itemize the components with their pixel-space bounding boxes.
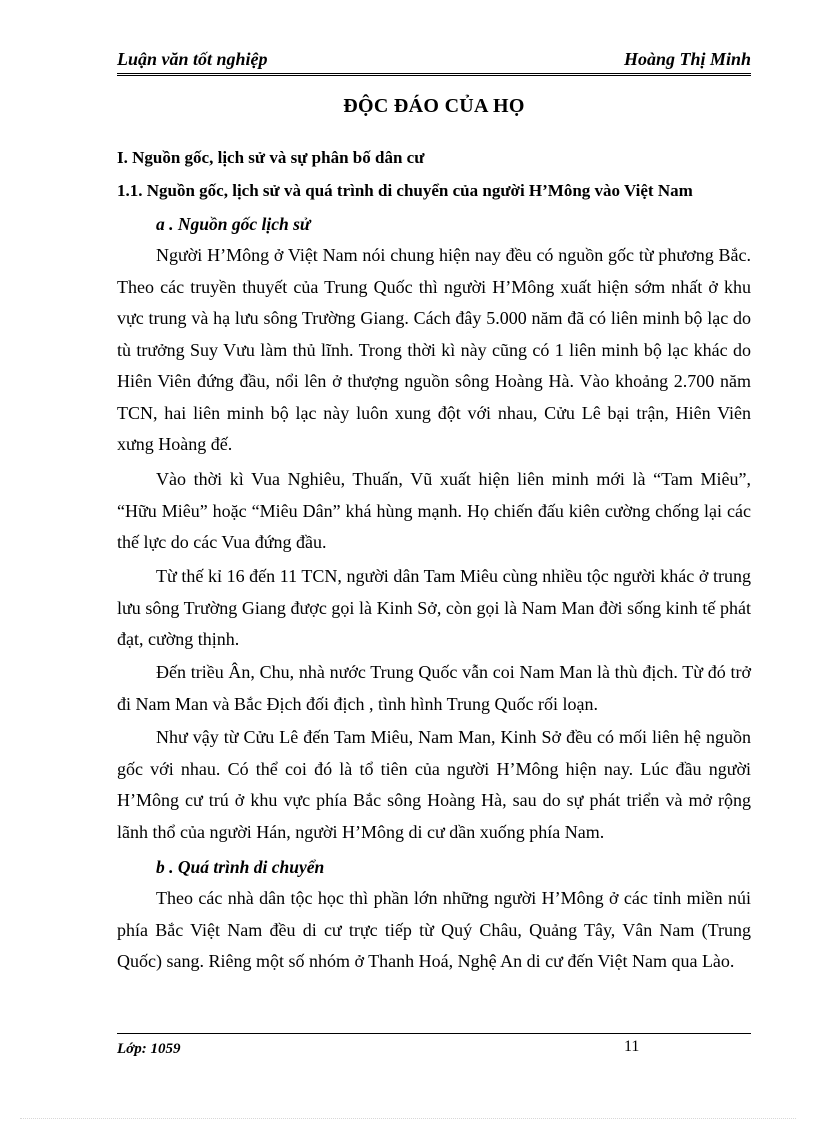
paragraph-a-2: Vào thời kì Vua Nghiêu, Thuấn, Vũ xuất hiện liên minh mới là “Tam Miêu”, “Hữu Miêu” hoặc “Miêu Dân” khá hùng mạnh. Họ chiến đấu kiên cường chống lại các thế lực do các Vua đứng đầu. xyxy=(117,469,751,552)
page-title: ĐỘC ĐÁO CỦA HỌ xyxy=(343,95,525,117)
footer-divider xyxy=(117,1033,751,1034)
paragraph-a-1: Người H’Mông ở Việt Nam nói chung hiện nay đều có nguồn gốc từ phương Bắc. Theo các truyền thuyết của Trung Quốc thì người H’Mông xuất hiện sớm nhất ở khu vực trung và hạ lưu sông Trường Giang. Cách đây 5.000 năm đã có liên minh bộ lạc do tù trưởng Suy Vưu làm thủ lĩnh. Trong thời kì này cũng có 1 liên minh bộ lạc khác do Hiên Viên đứng đầu, nổi lên ở thượng nguồn sông Hoàng Hà. Vào khoảng 2.700 năm TCN, hai liên minh bộ lạc này luôn xung đột với nhau, Cửu Lê bại trận, Hiên Viên xưng Hoàng đế. xyxy=(117,245,751,454)
footer-class-label: Lớp: 1059 xyxy=(117,1041,181,1057)
paragraph-b-1: Theo các nhà dân tộc học thì phần lớn những người H’Mông ở các tỉnh miền núi phía Bắc Việt Nam đều di cư trực tiếp từ Quý Châu, Quảng Tây, Vân Nam (Trung Quốc) sang. Riêng một số nhóm ở Thanh Hoá, Nghệ An di cư đến Việt Nam qua Lào. xyxy=(117,888,751,971)
section-heading-1: I. Nguồn gốc, lịch sử và sự phân bố dân cư xyxy=(117,148,425,167)
header-author-name: Hoàng Thị Minh xyxy=(623,49,751,69)
paragraph-a-3: Từ thế kỉ 16 đến 11 TCN, người dân Tam Miêu cùng nhiều tộc người khác ở trung lưu sông Trường Giang được gọi là Kinh Sở, còn gọi là Nam Man đời sống kinh tế phát đạt, cường thịnh. xyxy=(117,566,751,649)
paragraph-a-5: Như vậy từ Cửu Lê đến Tam Miêu, Nam Man, Kinh Sở đều có mối liên hệ nguồn gốc với nhau. Có thể coi đó là tổ tiên của người H’Mông hiện nay. Lúc đầu người H’Mông cư trú ở khu vực phía Bắc sông Hoàng Hà, sau do sự phát triển và mở rộng lãnh thổ của người Hán, người H’Mông di cư dần xuống phía Nam. xyxy=(117,727,751,842)
page-header xyxy=(117,47,751,76)
footer-page-number: 11 xyxy=(624,1038,640,1055)
paragraph-a-4: Đến triều Ân, Chu, nhà nước Trung Quốc vẫn coi Nam Man là thù địch. Từ đó trở đi Nam Man và Bắc Địch đối địch , tình hình Trung Quốc rối loạn. xyxy=(117,662,751,714)
subsection-heading-b: b . Quá trình di chuyển xyxy=(156,857,325,877)
subsection-heading-a: a . Nguồn gốc lịch sử xyxy=(156,214,311,234)
page-bottom-border xyxy=(20,1118,796,1119)
header-thesis-label: Luận văn tốt nghiệp xyxy=(117,49,268,69)
section-heading-1-1: 1.1. Nguồn gốc, lịch sử và quá trình di chuyển của người H’Mông vào Việt Nam xyxy=(117,181,693,200)
